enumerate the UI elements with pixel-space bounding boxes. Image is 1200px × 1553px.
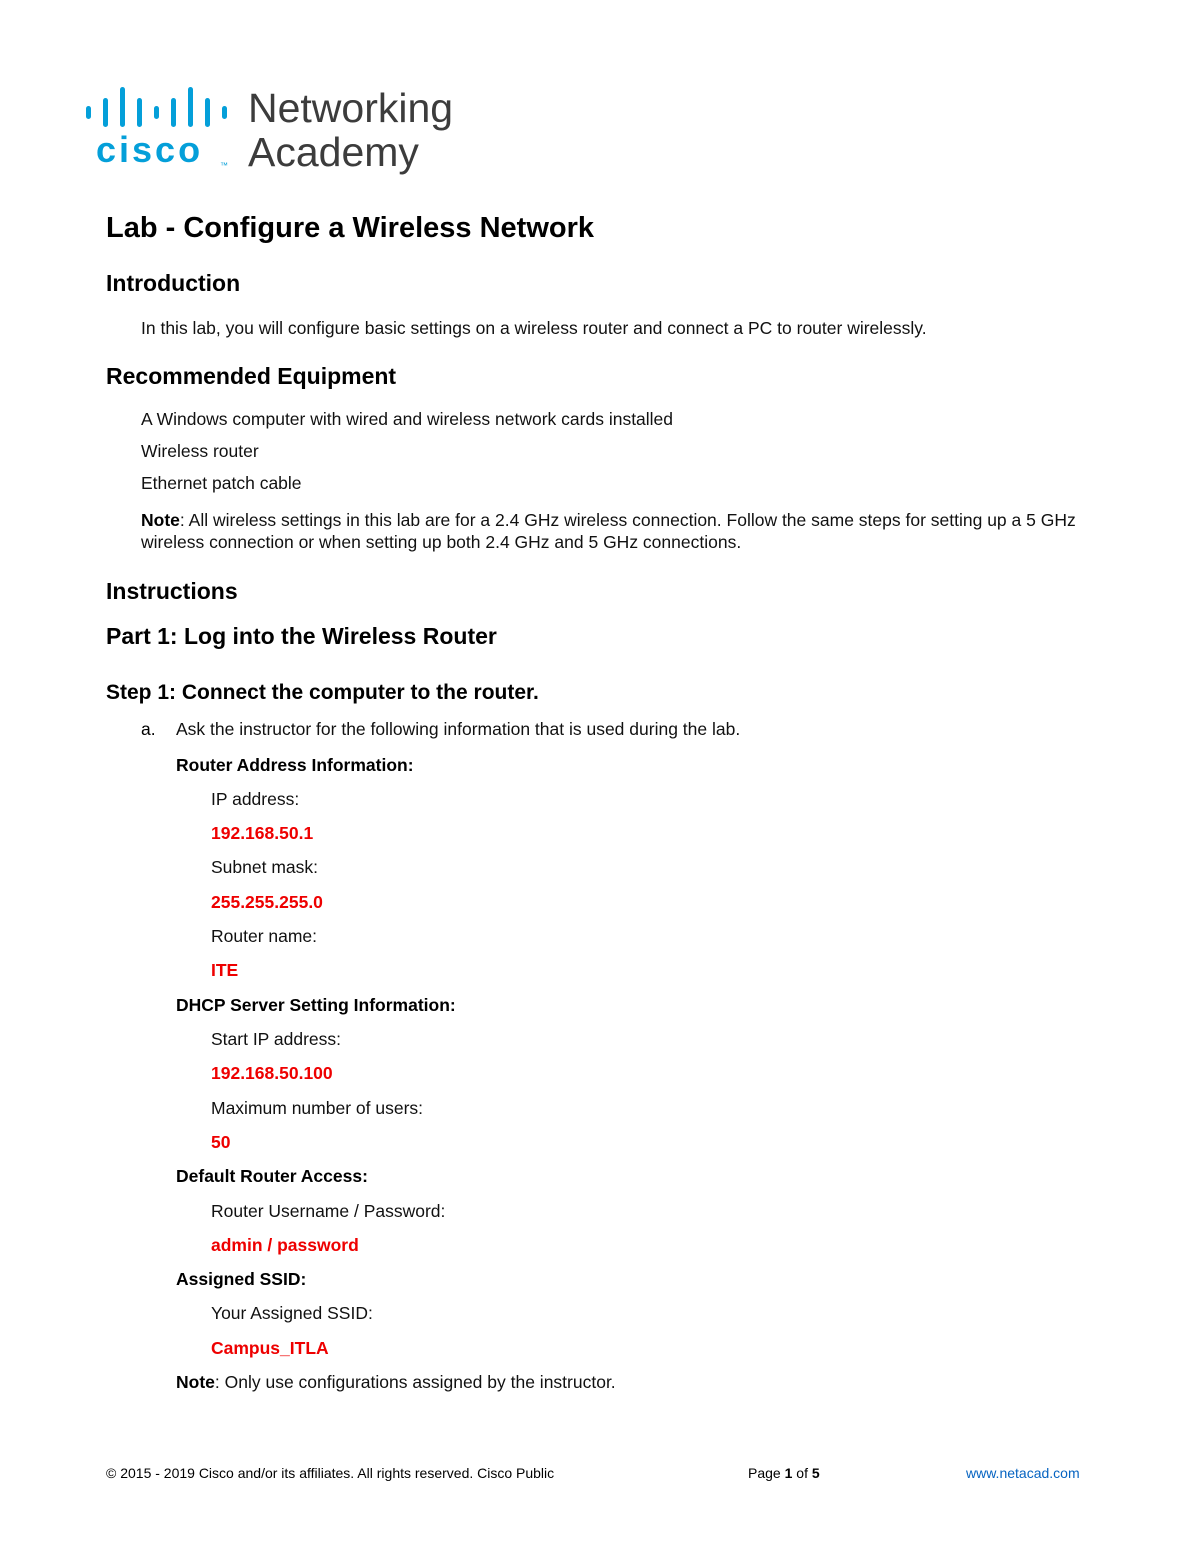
credentials-value: admin / password [211, 1235, 359, 1255]
final-note-text: : Only use configurations assigned by the instructor. [214, 1372, 616, 1392]
introduction-text: In this lab, you will configure basic settings on a wireless router and connect a PC to router wirelessly. [141, 318, 927, 338]
page-title: Lab - Configure a Wireless Network [106, 212, 595, 244]
subnet-mask-value: 255.255.255.0 [211, 892, 323, 912]
max-users-label: Maximum number of users: [211, 1098, 424, 1118]
footer-netacad-link[interactable]: www.netacad.com [966, 1465, 1080, 1481]
trademark-mark: ™ [220, 161, 228, 170]
page-total: 5 [811, 1465, 820, 1481]
cisco-networking-academy-logo [84, 86, 504, 186]
equipment-heading: Recommended Equipment [106, 363, 397, 389]
page-of: of [792, 1465, 812, 1481]
cisco-bridge-icon [84, 86, 234, 130]
page-current: 1 [784, 1465, 793, 1481]
router-access-label: Default Router Access: [176, 1166, 368, 1186]
subnet-mask-label: Subnet mask: [211, 857, 318, 877]
equipment-note [141, 509, 1101, 553]
equipment-item: Wireless router [141, 441, 259, 461]
note-text: : All wireless settings in this lab are for a 2.4 GHz wireless connection. Follow the same steps for setting up a 5 GHz wireless connection or when setting up both 2.4 GHz and 5 GHz connections. [141, 510, 1076, 552]
ssid-label: Assigned SSID: [176, 1269, 307, 1289]
equipment-item: A Windows computer with wired and wireless network cards installed [141, 409, 674, 429]
final-note [176, 1372, 616, 1393]
your-ssid-label: Your Assigned SSID: [211, 1303, 373, 1323]
start-ip-value: 192.168.50.100 [211, 1063, 333, 1083]
footer-page-number [748, 1465, 820, 1482]
page-prefix: Page [748, 1465, 785, 1481]
cisco-wordmark: cisco [96, 129, 204, 170]
step1-heading: Step 1: Connect the computer to the router. [106, 681, 539, 704]
router-address-label: Router Address Information: [176, 755, 414, 775]
introduction-heading: Introduction [106, 270, 241, 296]
step-a-marker: a. [141, 719, 156, 739]
footer-copyright: © 2015 - 2019 Cisco and/or its affiliates. All rights reserved. Cisco Public [106, 1465, 555, 1481]
ssid-value: Campus_ITLA [211, 1338, 329, 1358]
note-label: Note [141, 510, 180, 530]
final-note-label: Note [176, 1372, 215, 1392]
logo-networking-text: Networking [248, 85, 454, 131]
ip-address-label: IP address: [211, 789, 300, 809]
ip-address-value: 192.168.50.1 [211, 823, 314, 843]
step-a-text: Ask the instructor for the following information that is used during the lab. [176, 719, 741, 739]
logo-academy-text: Academy [248, 129, 419, 175]
dhcp-label: DHCP Server Setting Information: [176, 995, 456, 1015]
part1-heading: Part 1: Log into the Wireless Router [106, 623, 497, 649]
equipment-item: Ethernet patch cable [141, 473, 302, 493]
instructions-heading: Instructions [106, 578, 238, 604]
credentials-label: Router Username / Password: [211, 1201, 446, 1221]
max-users-value: 50 [211, 1132, 231, 1152]
router-name-value: ITE [211, 960, 239, 980]
router-name-label: Router name: [211, 926, 318, 946]
start-ip-label: Start IP address: [211, 1029, 342, 1049]
